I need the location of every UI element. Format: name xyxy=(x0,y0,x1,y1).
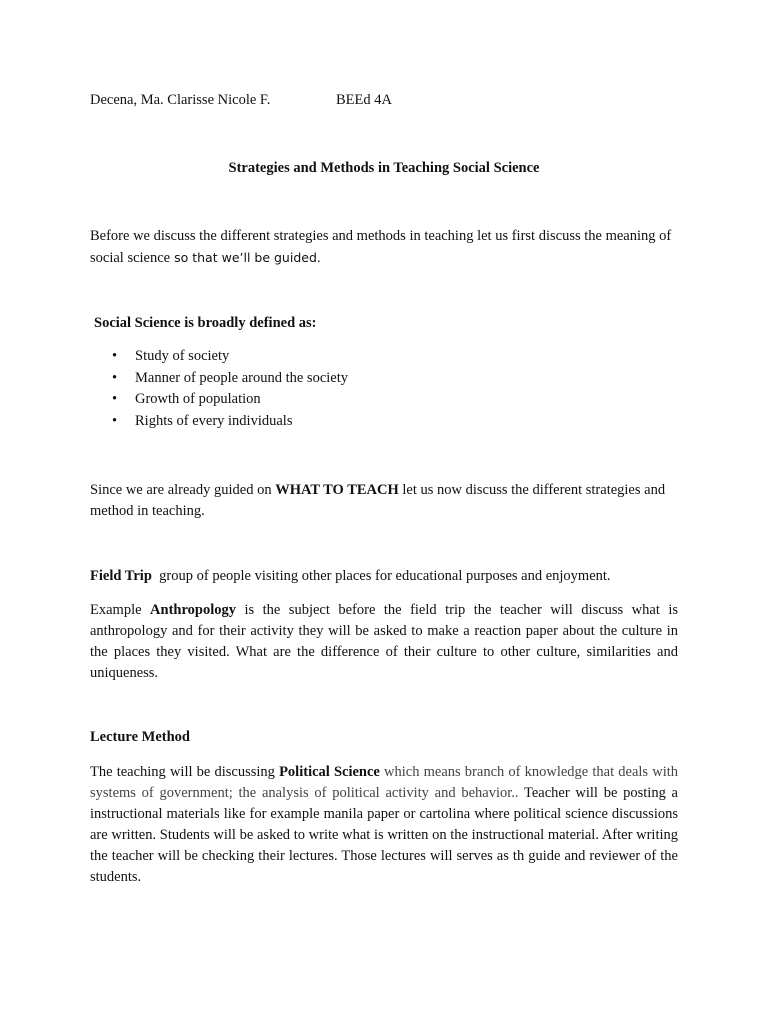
list-item: • Rights of every individuals xyxy=(112,411,348,433)
list-item: • Manner of people around the society xyxy=(112,368,348,390)
what-to-teach-emphasis: WHAT TO TEACH xyxy=(275,482,399,498)
list-item: • Growth of population xyxy=(112,389,348,411)
definition-list xyxy=(112,346,348,433)
field-trip-term: Field Trip xyxy=(90,568,152,584)
transition-paragraph: Since we are already guided on WHAT TO TEACH let us now discuss the different strategies and method in teaching. xyxy=(90,482,666,519)
author-name: Decena, Ma. Clarisse Nicole F. xyxy=(90,92,271,108)
course-label: BEEd 4A xyxy=(336,92,392,108)
political-science-term: Political Science xyxy=(279,764,380,780)
intro-tail: so that we’ll be guided. xyxy=(170,250,321,265)
lecture-method-paragraph: The teaching will be discussing Political Science which means branch of knowledge that deals with systems of government; the analysis of political activity and behavior.. Teacher will be posting a instructional materials like for example manila paper or cartolina where political science discussions are written. Students will be asked to write what is written on the instructional material. After writing the teacher will be checking their lectures. Those lectures will serves as th guide and reviewer of the students. xyxy=(90,764,679,885)
field-trip-example: Example Anthropology is the subject before the field trip the teacher will discuss what is anthropology and for their activity they will be asked to make a reaction paper about the culture in the places they visited. What are the difference of their culture to other culture, similarities and uniqueness. xyxy=(90,602,679,681)
anthropology-term: Anthropology xyxy=(150,602,236,618)
list-item: • Study of society xyxy=(112,346,348,368)
bullet-icon: • xyxy=(112,413,118,430)
field-trip-definition: Field Trip group of people visiting other places for educational purposes and enjoyment. xyxy=(90,568,611,584)
document-title: Strategies and Methods in Teaching Social Science xyxy=(228,160,540,176)
intro-paragraph xyxy=(90,226,678,269)
definition-heading: Social Science is broadly defined as: xyxy=(94,315,317,331)
bullet-icon: • xyxy=(112,348,118,364)
bullet-icon: • xyxy=(112,369,118,386)
intro-text: Before we discuss the different strategies and methods in teaching let us first discuss the meaning of social science xyxy=(90,228,672,266)
lecture-method-heading: Lecture Method xyxy=(90,729,190,745)
bullet-icon: • xyxy=(112,391,118,408)
